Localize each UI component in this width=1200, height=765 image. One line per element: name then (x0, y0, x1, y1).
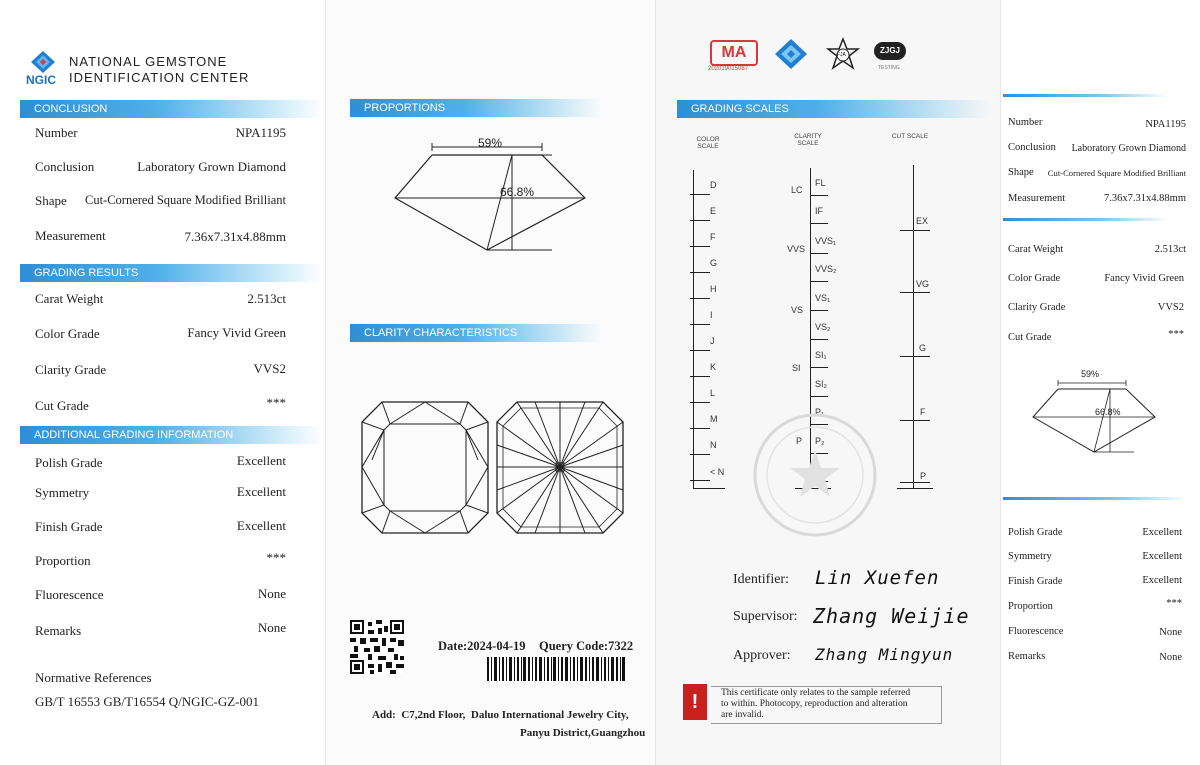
cma-logo-icon (710, 40, 758, 66)
clarity-grade-value: VVS2 (253, 361, 286, 376)
summary-conclusion-label: Conclusion (1008, 142, 1056, 153)
summary-cut-label: Cut Grade (1008, 332, 1052, 343)
clarity-tick (810, 396, 828, 397)
summary-carat-label: Carat Weight (1008, 244, 1064, 255)
clarity-grade-vvs1: VVS₁ (815, 236, 837, 246)
color-scale-axis (693, 170, 694, 488)
summary-number-value: NPA1195 (1145, 119, 1186, 130)
color-grade-l: L (710, 388, 716, 398)
normative-refs: GB/T 16553 GB/T16554 Q/NGIC-GZ-001 (35, 694, 260, 709)
color-grade-below-n: < N (710, 467, 725, 477)
fluorescence-label: Fluorescence (35, 587, 104, 602)
clarity-scale-title: CLARITY SCALE (794, 133, 822, 147)
remarks-value: None (257, 620, 286, 635)
section-bar-grading-scales: GRADING SCALES (677, 100, 991, 118)
section-bar-additional: ADDITIONAL GRADING INFORMATION (20, 426, 324, 444)
clarity-group-si: SI (792, 363, 801, 373)
cut-grade-vg: VG (916, 279, 930, 289)
clarity-grade-si1: SI₁ (815, 350, 827, 360)
clarity-grade-vs1: VS₁ (815, 293, 831, 303)
finish-grade-label: Finish Grade (35, 519, 103, 534)
cut-scale-base (897, 488, 933, 489)
clarity-grade-if: IF (815, 206, 823, 216)
summary-clarity-value: VVS2 (1157, 302, 1184, 313)
summary-clarity-label: Clarity Grade (1008, 302, 1066, 313)
color-grade-h: H (710, 284, 717, 294)
clarity-group-p: P (796, 436, 803, 446)
color-tick (690, 324, 710, 325)
color-grade-d: D (710, 180, 717, 190)
summary-divider (1003, 497, 1188, 500)
color-grade-value: Fancy Vivid Green (187, 325, 286, 340)
summary-proportion-label: Proportion (1008, 601, 1053, 612)
clarity-group-vvs: VVS (787, 244, 806, 254)
summary-cut-value: *** (1168, 329, 1184, 340)
summary-measurement-value: 7.36x7.31x4.88mm (1104, 193, 1186, 204)
clarity-tick (810, 367, 828, 368)
identifier-label: Identifier: (733, 572, 789, 587)
table-percentage: 59% (478, 136, 503, 150)
polish-grade-value: Excellent (236, 453, 286, 468)
clarity-tick (810, 195, 828, 196)
finish-grade-value: Excellent (236, 518, 286, 533)
approver-label: Approver: (733, 648, 791, 663)
cut-grade-g: G (919, 343, 927, 353)
cut-tick (900, 230, 930, 231)
summary-symmetry-value: Excellent (1142, 551, 1182, 562)
approver-signature: Zhang Mingyun (815, 645, 954, 664)
barcode-icon (487, 657, 625, 681)
cut-grade-p: P (920, 471, 927, 481)
summary-measurement-label: Measurement (1008, 193, 1066, 204)
cut-grade-value: *** (266, 395, 286, 410)
clarity-grade-vs2: VS₂ (815, 322, 831, 332)
fold-line (655, 0, 656, 765)
color-grade-i: I (710, 310, 713, 320)
fluorescence-value: None (257, 586, 286, 601)
official-seal-icon (740, 410, 890, 540)
crown-plot-diagram (360, 400, 490, 535)
color-tick (690, 428, 710, 429)
zjgj-logo-icon (874, 42, 906, 60)
ngic-logo-icon (30, 50, 56, 74)
conclusion-label: Conclusion (35, 159, 95, 174)
conclusion-number-value: NPA1195 (235, 125, 286, 140)
summary-depth-percentage: 66.8% (1095, 407, 1121, 417)
summary-color-value: Fancy Vivid Green (1104, 273, 1184, 284)
cut-grade-ex: EX (916, 216, 929, 226)
pavilion-plot-diagram (495, 400, 625, 535)
color-scale-base (693, 488, 725, 489)
depth-percentage: 66.8% (500, 185, 535, 199)
disclaimer-line3: are invalid. (721, 710, 764, 720)
zjgj-sub: TESTING (878, 65, 900, 71)
summary-fluorescence-label: Fluorescence (1008, 626, 1064, 637)
org-name-line1: NATIONAL GEMSTONE (69, 54, 228, 69)
org-name-line2: IDENTIFICATION CENTER (69, 70, 250, 85)
summary-remarks-value: None (1159, 652, 1182, 663)
supervisor-signature: Zhang Weijie (813, 604, 970, 628)
color-tick (690, 194, 710, 195)
summary-finish-label: Finish Grade (1008, 576, 1063, 587)
conclusion-value: Laboratory Grown Diamond (137, 159, 286, 174)
clarity-grade-vvs2: VVS₂ (815, 264, 837, 274)
summary-divider (1003, 218, 1168, 221)
summary-remarks-label: Remarks (1008, 651, 1046, 662)
cut-scale-axis (913, 165, 914, 488)
qr-code[interactable] (350, 620, 404, 674)
summary-finish-value: Excellent (1142, 575, 1182, 586)
summary-fluorescence-value: None (1159, 627, 1182, 638)
color-grade-m: M (710, 414, 718, 424)
color-tick (690, 350, 710, 351)
color-grade-g: G (710, 258, 718, 268)
color-tick (690, 298, 710, 299)
cut-tick (900, 420, 930, 421)
color-tick (690, 246, 710, 247)
carat-weight-value: 2.513ct (247, 291, 286, 306)
conclusion-measurement-value: 7.36x7.31x4.88mm (184, 229, 286, 244)
section-bar-grading-results: GRADING RESULTS (20, 264, 324, 282)
section-bar-clarity-characteristics: CLARITY CHARACTERISTICS (350, 324, 602, 342)
clarity-tick (810, 223, 828, 224)
clarity-grade-p1: P₁ (815, 407, 825, 417)
qr-code-icon (350, 620, 404, 674)
summary-number-label: Number (1008, 117, 1043, 128)
summary-polish-value: Excellent (1142, 527, 1182, 538)
polish-grade-label: Polish Grade (35, 455, 103, 470)
conclusion-measurement-label: Measurement (35, 228, 106, 243)
color-scale-title: COLOR SCALE (696, 136, 720, 150)
summary-proportion-value: *** (1166, 598, 1182, 609)
color-grade-n: N (710, 440, 717, 450)
proportion-label: Proportion (35, 553, 91, 568)
clarity-tick (810, 339, 828, 340)
issue-date: Date:2024-04-19 (438, 639, 526, 653)
clarity-tick (810, 310, 828, 311)
color-tick (690, 272, 710, 273)
cut-grade-f: F (920, 407, 926, 417)
color-grade-j: J (710, 336, 715, 346)
symmetry-label: Symmetry (35, 485, 90, 500)
cma-logo-text: MA (721, 44, 747, 61)
conclusion-shape-value: Cut-Cornered Square Modified Brilliant (84, 193, 286, 207)
cut-grade-label: Cut Grade (35, 398, 89, 413)
clarity-grade-label: Clarity Grade (35, 362, 107, 377)
cut-tick (900, 292, 930, 293)
normative-title: Normative References (35, 670, 152, 685)
color-tick (690, 454, 710, 455)
symmetry-value: Excellent (236, 484, 286, 499)
fold-line (325, 0, 326, 765)
color-tick (690, 402, 710, 403)
conclusion-shape-label: Shape (35, 193, 67, 208)
identifier-signature: Lin Xuefen (815, 567, 940, 589)
warning-icon: ! (683, 684, 707, 720)
proportion-value: *** (266, 550, 286, 565)
clarity-grade-fl: FL (815, 178, 826, 188)
clarity-group-vs: VS (791, 305, 804, 315)
disclaimer-line1: This certificate only relates to the sample referred (721, 688, 911, 698)
fold-line (1000, 0, 1001, 765)
color-grade-e: E (710, 206, 717, 216)
color-tick (690, 220, 710, 221)
cma-number: 202019015087 (708, 66, 749, 72)
cut-tick (900, 482, 930, 483)
summary-color-label: Color Grade (1008, 273, 1061, 284)
carat-weight-label: Carat Weight (35, 291, 104, 306)
color-tick (690, 480, 710, 481)
address-line1: Add: C7,2nd Floor, Daluo International Jewelry City, (372, 709, 629, 721)
section-bar-conclusion: CONCLUSION (20, 100, 324, 118)
zjgj-logo-text: ZJGJ (879, 46, 900, 55)
clarity-grade-si2: SI₂ (815, 379, 827, 389)
color-grade-label: Color Grade (35, 326, 100, 341)
summary-shape-label: Shape (1008, 167, 1034, 178)
summary-symmetry-label: Symmetry (1008, 551, 1052, 562)
color-grade-k: K (710, 362, 717, 372)
diamond-logo-icon (774, 38, 808, 70)
clarity-grade-p2: P₂ (815, 436, 825, 446)
remarks-label: Remarks (35, 623, 82, 638)
color-grade-f: F (710, 232, 716, 242)
clarity-tick (810, 253, 828, 254)
fja-text: FJA (837, 52, 846, 58)
brand-abbr: NGIC (26, 73, 56, 87)
clarity-tick (810, 281, 828, 282)
summary-polish-label: Polish Grade (1008, 527, 1063, 538)
cut-scale-title: CUT SCALE (891, 133, 929, 140)
query-code: Query Code:7322 (539, 639, 634, 653)
summary-divider (1003, 94, 1168, 97)
summary-carat-value: 2.513ct (1154, 244, 1186, 255)
address-line2: Panyu District,Guangzhou (520, 727, 646, 739)
color-tick (690, 376, 710, 377)
summary-table-percentage: 59% (1081, 369, 1100, 379)
conclusion-number-label: Number (35, 125, 78, 140)
cut-tick (900, 356, 930, 357)
section-bar-proportions: PROPORTIONS (350, 99, 602, 117)
disclaimer-line2: to within. Photocopy, reproduction and alteration (721, 699, 908, 709)
clarity-group-lc: LC (791, 185, 803, 195)
supervisor-label: Supervisor: (733, 609, 798, 624)
summary-conclusion-value: Laboratory Grown Diamond (1071, 143, 1186, 154)
summary-shape-value: Cut-Cornered Square Modified Brilliant (1047, 168, 1186, 178)
